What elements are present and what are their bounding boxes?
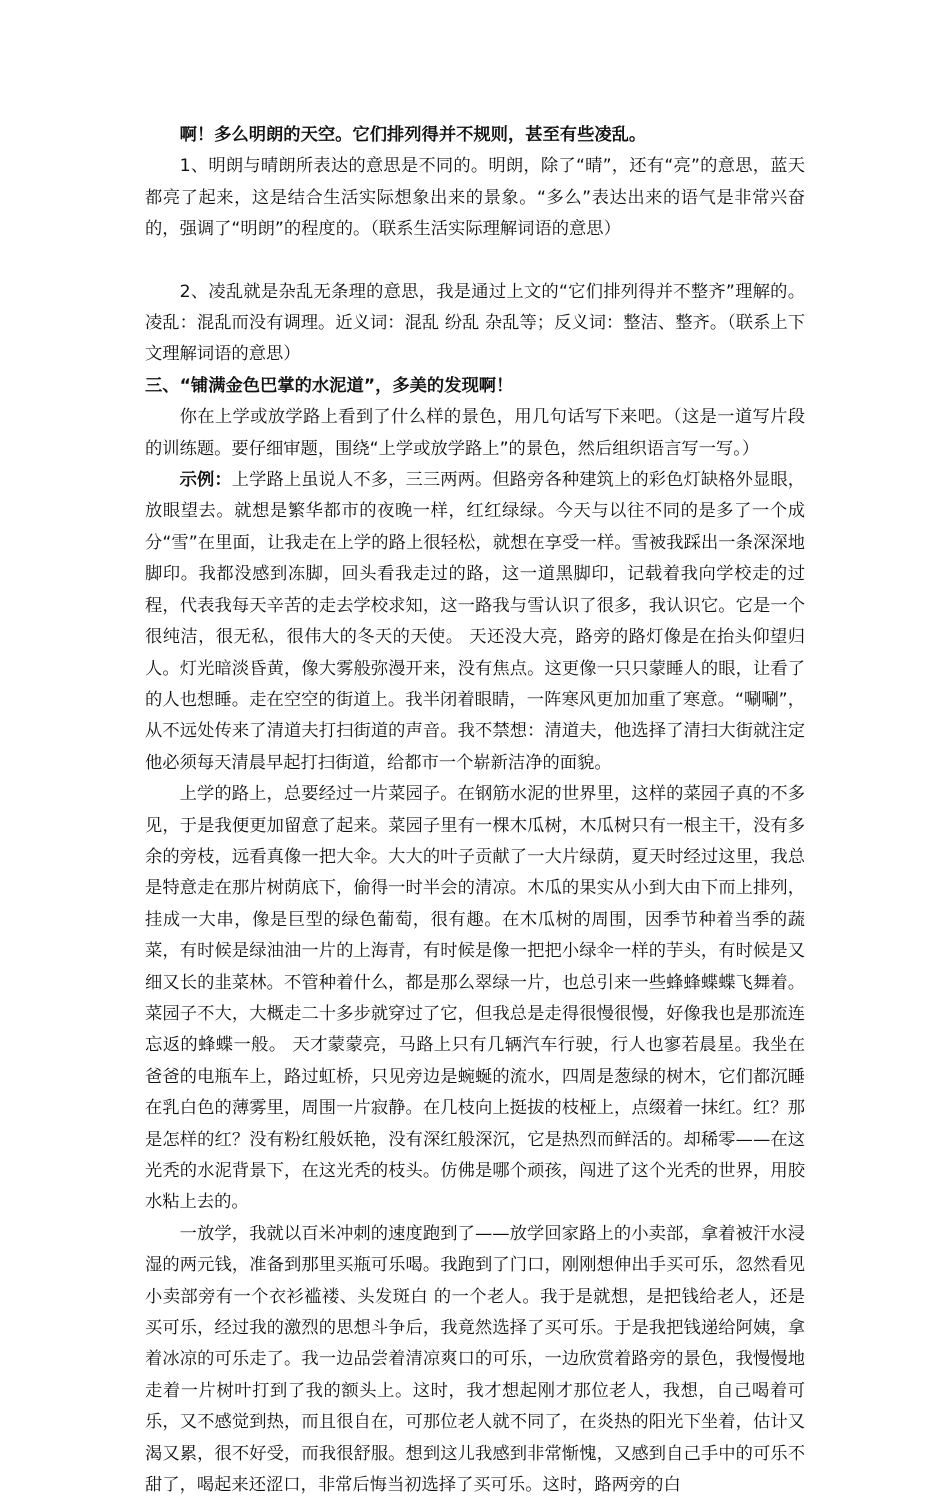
document-body bbox=[145, 120, 805, 1501]
example-paragraph-2: 上学的路上，总要经过一片菜园子。在钢筋水泥的世界里，这样的菜园子真的不多见，于是我便更加留意了起来。菜园子里有一棵木瓜树，木瓜树只有一根主干，没有多余的旁枝，远看真像一把大伞。大大的叶子贡献了一大片绿荫，夏天时经过这里，我总是特意走在那片树荫底下，偷得一时半会的清凉。木瓜的果实从小到大由下而上排列，挂成一大串，像是巨型的绿色葡萄，很有趣。在木瓜树的周围，因季节种着当季的蔬菜，有时候是绿油油一片的上海青，有时候是像一把把小绿伞一样的芋头，有时候是又细又长的韭菜林。不管种着什么，都是那么翠绿一片，也总引来一些蜂蜂蝶蝶飞舞着。菜园子不大，大概走二十多步就穿过了它，但我总是走得很慢很慢，好像我也是那流连忘返的蜂蝶一般。 天才蒙蒙亮，马路上只有几辆汽车行驶，行人也寥若晨星。我坐在爸爸的电瓶车上，路过虹桥，只见旁边是蜿蜒的流水，四周是葱绿的树木，它们都沉睡在乳白色的薄雾里，周围一片寂静。在几枝向上挺拔的枝桠上，点缀着一抹红。红？那是怎样的红？没有粉红般妖艳，没有深红般深沉，它是热烈而鲜活的。却稀零——在这光秃的水泥背景下，在这光秃的枝头。仿佛是哪个顽孩，闯进了这个光秃的世界，用胶水粘上去的。 bbox=[145, 784, 805, 1213]
section-3-heading: 三、“铺满金色巴掌的水泥道”，多美的发现啊！ bbox=[145, 375, 514, 396]
example-label: 示例： bbox=[179, 470, 232, 491]
blank-line bbox=[145, 246, 805, 277]
writing-prompt: 你在上学或放学路上看到了什么样的景色，用几句话写下来吧。（这是一道写片段的训练题。要仔细审题，围绕“上学或放学路上”的景色，然后组织语言写一写。） bbox=[145, 407, 805, 459]
example-paragraph-3: 一放学，我就以百米冲刺的速度跑到了——放学回家路上的小卖部，拿着被汗水浸湿的两元钱，准备到那里买瓶可乐喝。我跑到了门口，刚刚想伸出手买可乐，忽然看见小卖部旁有一个衣衫褴褛、头发斑白 的一个老人。我于是就想，是把钱给老人，还是买可乐，经过我的激烈的思想斗争后，我竟然选择了买可乐。于是我把钱递给阿姨，拿着冰凉的可乐走了。我一边品尝着清凉爽口的可乐，一边欣赏着路旁的景色，我慢慢地走着一片树叶打到了我的额头上。这时，我才想起刚才那位老人，我想，自己喝着可乐，又不感觉到热，而且很自在，可那位老人就不同了，在炎热的阳光下坐着，估计又渴又累，很不好受，而我很舒服。想到这儿我感到非常惭愧，又感到自己手中的可乐不甜了，喝起来还涩口，非常后悔当初选择了买可乐。这时，路两旁的白 bbox=[145, 1223, 805, 1496]
explanation-item-2: 2、凌乱就是杂乱无条理的意思，我是通过上文的“它们排列得并不整齐”理解的。凌乱：混乱而没有调理。近义词：混乱 纷乱 杂乱等；反义词：整洁、整齐。（联系上下文理解词语的意思） bbox=[145, 281, 805, 365]
example-paragraph-1 bbox=[145, 465, 805, 779]
quoted-sentence-heading: 啊！多么明朗的天空。它们排列得并不规则，甚至有些凌乱。 bbox=[179, 125, 647, 145]
explanation-item-1: 1、明朗与晴朗所表达的意思是不同的。明朗，除了“晴”，还有“亮”的意思，蓝天都亮了起来，这是结合生活实际想象出来的景象。“多么”表达出来的语气是非常兴奋的，强调了“明朗”的程度的。（联系生活实际理解词语的意思） bbox=[145, 156, 805, 240]
example-text-1: 上学路上虽说人不多，三三两两。但路旁各种建筑上的彩色灯缺格外显眼，放眼望去。就想是繁华都市的夜晚一样，红红绿绿。今天与以往不同的是多了一个成分“雪”在里面，让我走在上学的路上很轻松，就想在享受一样。雪被我踩出一条深深地脚印。我都没感到冻脚，回头看我走过的路，这一道黑脚印，记载着我向学校走的过程，代表我每天辛苦的走去学校求知，这一路我与雪认识了很多，我认识它。它是一个很纯洁，很无私，很伟大的冬天的天使。 天还没大亮，路旁的路灯像是在抬头仰望归人。灯光暗淡昏黄，像大雾般弥漫开来，没有焦点。这更像一只只蒙睡人的眼，让看了的人也想睡。走在空空的街道上。我半闭着眼睛，一阵寒风更加加重了寒意。“唰唰”，从不远处传来了清道夫打扫街道的声音。我不禁想：清道夫，他选择了清扫大街就注定他必须每天清晨早起打扫街道，给都市一个崭新洁净的面貌。 bbox=[145, 470, 805, 773]
